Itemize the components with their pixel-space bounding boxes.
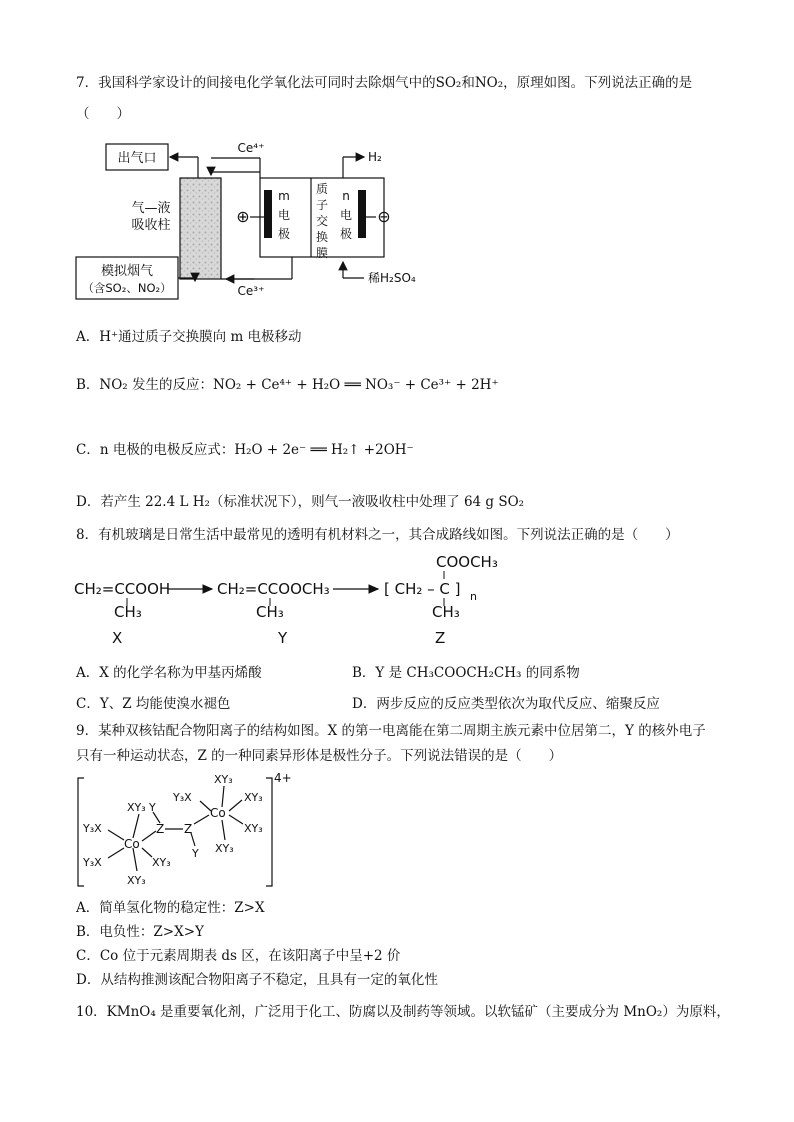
n-label-1: n (342, 189, 350, 203)
q7-electrolysis-diagram (0, 135, 794, 335)
compound-z-label: Z (435, 629, 446, 647)
membrane-label-3: 交 (315, 214, 329, 228)
q9-stem-line1: 9．某种双核钴配合物阳离子的结构如图。X 的第一电离能在第二周期主族元素中位居第二，Y 的核外电子 (76, 723, 706, 739)
ligand-l-top: XY₃ (127, 801, 146, 814)
cobalt-left: Co (124, 837, 140, 851)
positive-terminal: ⊕ (236, 207, 250, 226)
membrane-label-5: 膜 (315, 246, 329, 260)
q8-stem: 8．有机玻璃是日常生活中最常见的透明有机材料之一，其合成路线如图。下列说法正确的是（ ） (76, 527, 679, 543)
outlet-label: 出气口 (117, 151, 157, 166)
compound-x-label: X (112, 629, 123, 647)
ligand-l-left2: Y₃X (83, 856, 102, 869)
membrane-label-1: 质 (315, 182, 329, 196)
compound-x-methyl: CH₃ (114, 603, 142, 621)
cobalt-right: Co (210, 806, 226, 820)
negative-terminal: ⊖ (377, 207, 391, 226)
m-electrode (264, 190, 272, 238)
z-atom-left: Z (156, 822, 165, 836)
ligand-l-bottom: XY₃ (127, 874, 146, 887)
n-label-2: 电 (339, 208, 353, 222)
compound-z: [ CH₂ – C ] (384, 580, 461, 598)
q9-option-c: C．Co 位于元素周期表 ds 区，在该阳离子中呈+2 价 (76, 948, 401, 964)
compound-x: CH₂=CCOOH (74, 580, 171, 598)
q8-option-b: B．Y 是 CH₃COOCH₂CH₃ 的同系物 (352, 665, 580, 681)
flue-label-1: 模拟烟气 (100, 264, 154, 279)
compound-y-label: Y (278, 629, 288, 647)
ce4-label: Ce⁴⁺ (237, 141, 265, 155)
ligand-r-bottom: XY₃ (215, 842, 234, 855)
ligand-l-right: XY₃ (152, 856, 171, 869)
compound-z-n: n (470, 590, 477, 603)
ligand-l-left1: Y₃X (83, 822, 102, 835)
q8-synthesis-scheme (0, 550, 794, 650)
ligand-r-right1: XY₃ (244, 791, 263, 804)
n-electrode (358, 190, 366, 238)
compound-z-methyl: CH₃ (432, 603, 460, 621)
q7-option-d: D．若产生 22.4 L H₂（标准状况下），则气一液吸收柱中处理了 64 g SO₂ (76, 494, 525, 510)
flue-label-2: （含SO₂、NO₂） (82, 281, 172, 295)
ligand-r-top: XY₃ (214, 773, 233, 786)
compound-z-ester: COOCH₃ (436, 553, 498, 571)
q7-option-b: B．NO₂ 发生的反应：NO₂ + Ce⁴⁺ + H₂O ══ NO₃⁻ + Ce³⁺ + 2H⁺ (76, 377, 499, 393)
compound-y-methyl: CH₃ (256, 603, 284, 621)
column-label-1: 气—液 (131, 201, 171, 216)
q7-stem-line1: 7．我国科学家设计的间接电化学氧化法可同时去除烟气中的SO₂和NO₂，原理如图。下列说法正确的是 (76, 75, 693, 91)
q8-option-d: D．两步反应的反应类型依次为取代反应、缩聚反应 (352, 696, 660, 712)
n-label-3: 极 (339, 227, 353, 241)
ligand-r-right2: XY₃ (244, 822, 263, 835)
y-atom-bottom: Y (192, 847, 199, 860)
compound-y: CH₂=CCOOCH₃ (217, 580, 330, 598)
absorption-column (180, 178, 221, 279)
q7-option-c: C．n 电极的电极反应式：H₂O + 2e⁻ ══ H₂↑ +2OH⁻ (76, 442, 414, 458)
ligand-l-y: Y (149, 801, 156, 814)
z-atom-right: Z (184, 822, 193, 836)
q9-option-d: D．从结构推测该配合物阳离子不稳定，且具有一定的氧化性 (76, 972, 438, 988)
q8-option-c: C．Y、Z 均能使溴水褪色 (76, 696, 231, 712)
q7-stem-line2: （ ） (76, 106, 130, 122)
m-label-2: 电 (277, 208, 291, 222)
m-label-1: m (278, 189, 290, 203)
ce3-label: Ce³⁺ (237, 284, 265, 298)
q9-option-a: A．简单氢化物的稳定性：Z>X (76, 900, 265, 916)
membrane-label-4: 换 (315, 230, 329, 244)
q7-option-a: A．H⁺通过质子交换膜向 m 电极移动 (76, 329, 302, 345)
membrane-label-2: 子 (315, 198, 329, 212)
m-label-3: 极 (277, 227, 291, 241)
q9-stem-line2: 只有一种运动状态，Z 的一种同素异形体是极性分子。下列说法错误的是（ ） (76, 748, 563, 764)
q9-cobalt-complex (0, 768, 794, 898)
ligand-r-left: Y₃X (173, 791, 192, 804)
acid-label: 稀H₂SO₄ (368, 271, 416, 285)
q8-option-a: A．X 的化学名称为甲基丙烯酸 (76, 665, 262, 681)
column-label-2: 吸收柱 (131, 218, 171, 233)
q9-option-b: B．电负性：Z>X>Y (76, 924, 204, 940)
h2-label: H₂ (368, 150, 382, 164)
q10-stem: 10．KMnO₄ 是重要氧化剂，广泛用于化工、防腐以及制药等领域。以软锰矿（主要成分为 MnO₂）为原料， (76, 1004, 730, 1020)
complex-charge: 4+ (274, 771, 292, 785)
